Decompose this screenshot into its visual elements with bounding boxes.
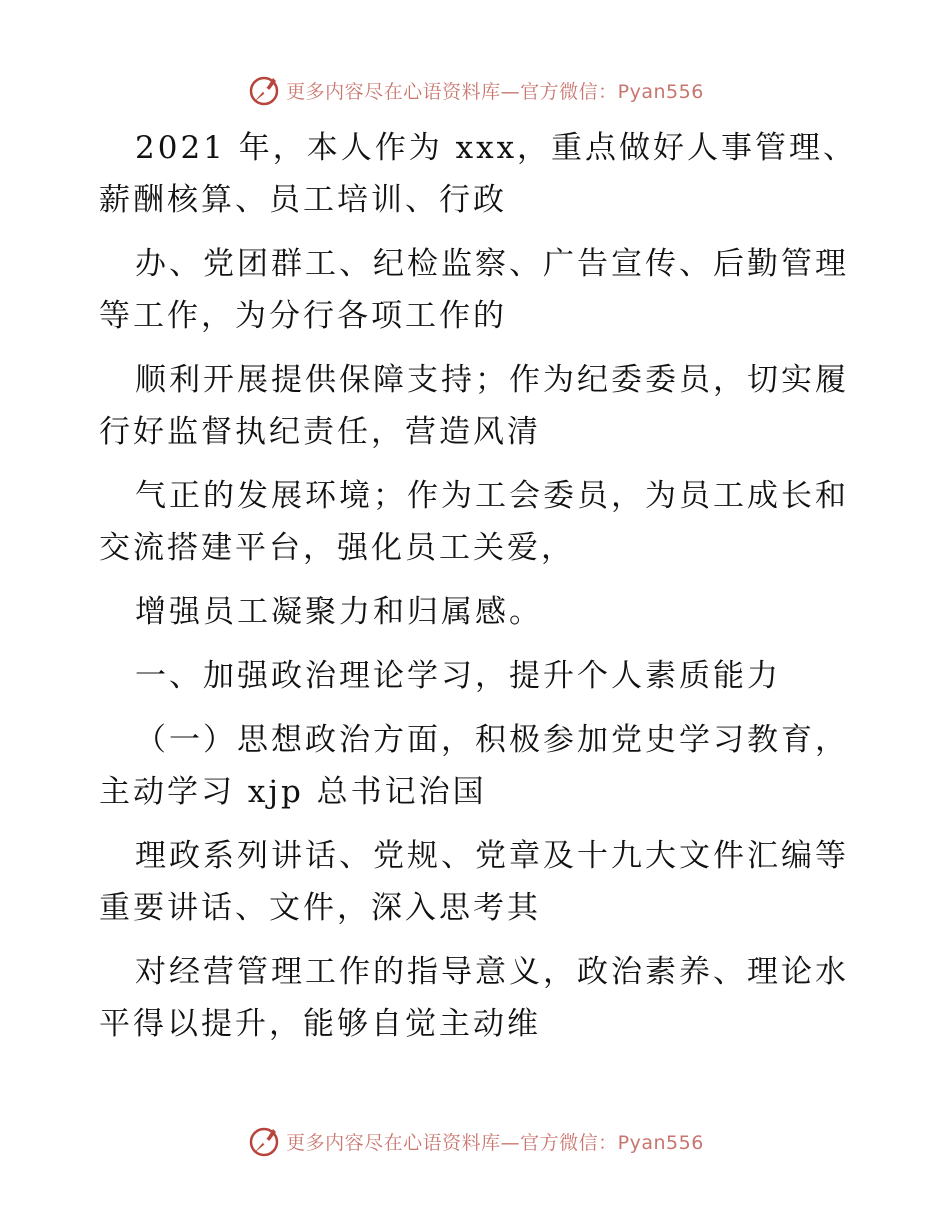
paragraph-line: 主动学习 xjp 总书记治国	[99, 774, 487, 810]
paragraph-line: 交流搭建平台，强化员工关爱，	[99, 530, 575, 566]
paragraph-line: 办、党团群工、纪检监察、广告宣传、后勤管理	[135, 246, 849, 282]
paragraph-line: （一）思想政治方面，积极参加党史学习教育，	[135, 722, 849, 758]
paragraph-line: 气正的发展环境；作为工会委员，为员工成长和	[135, 478, 849, 514]
watermark-text: 更多内容尽在心语资料库—官方微信：Pyan556	[286, 1131, 704, 1154]
paragraph-line: 重要讲话、文件，深入思考其	[99, 890, 541, 926]
quill-pen-logo-icon	[246, 72, 282, 108]
paragraph-line: 等工作，为分行各项工作的	[99, 298, 507, 334]
header-watermark	[0, 70, 950, 110]
document-body	[99, 122, 859, 1050]
paragraph-line: 对经营管理工作的指导意义，政治素养、理论水	[135, 954, 849, 990]
watermark-text: 更多内容尽在心语资料库—官方微信：Pyan556	[286, 80, 704, 103]
paragraph-line: 增强员工凝聚力和归属感。	[135, 594, 543, 630]
section-heading: 一、加强政治理论学习，提升个人素质能力	[135, 658, 781, 694]
paragraph-line: 顺利开展提供保障支持；作为纪委委员，切实履	[135, 362, 849, 398]
paragraph-line: 薪酬核算、员工培训、行政	[99, 182, 507, 218]
footer-watermark	[0, 1121, 950, 1161]
paragraph-line: 理政系列讲话、党规、党章及十九大文件汇编等	[135, 838, 849, 874]
paragraph-line: 行好监督执纪责任，营造风清	[99, 414, 541, 450]
quill-pen-logo-icon	[246, 1123, 282, 1159]
paragraph-line: 平得以提升，能够自觉主动维	[99, 1006, 541, 1042]
paragraph-line: 2021 年，本人作为 xxx，重点做好人事管理、	[135, 130, 858, 166]
